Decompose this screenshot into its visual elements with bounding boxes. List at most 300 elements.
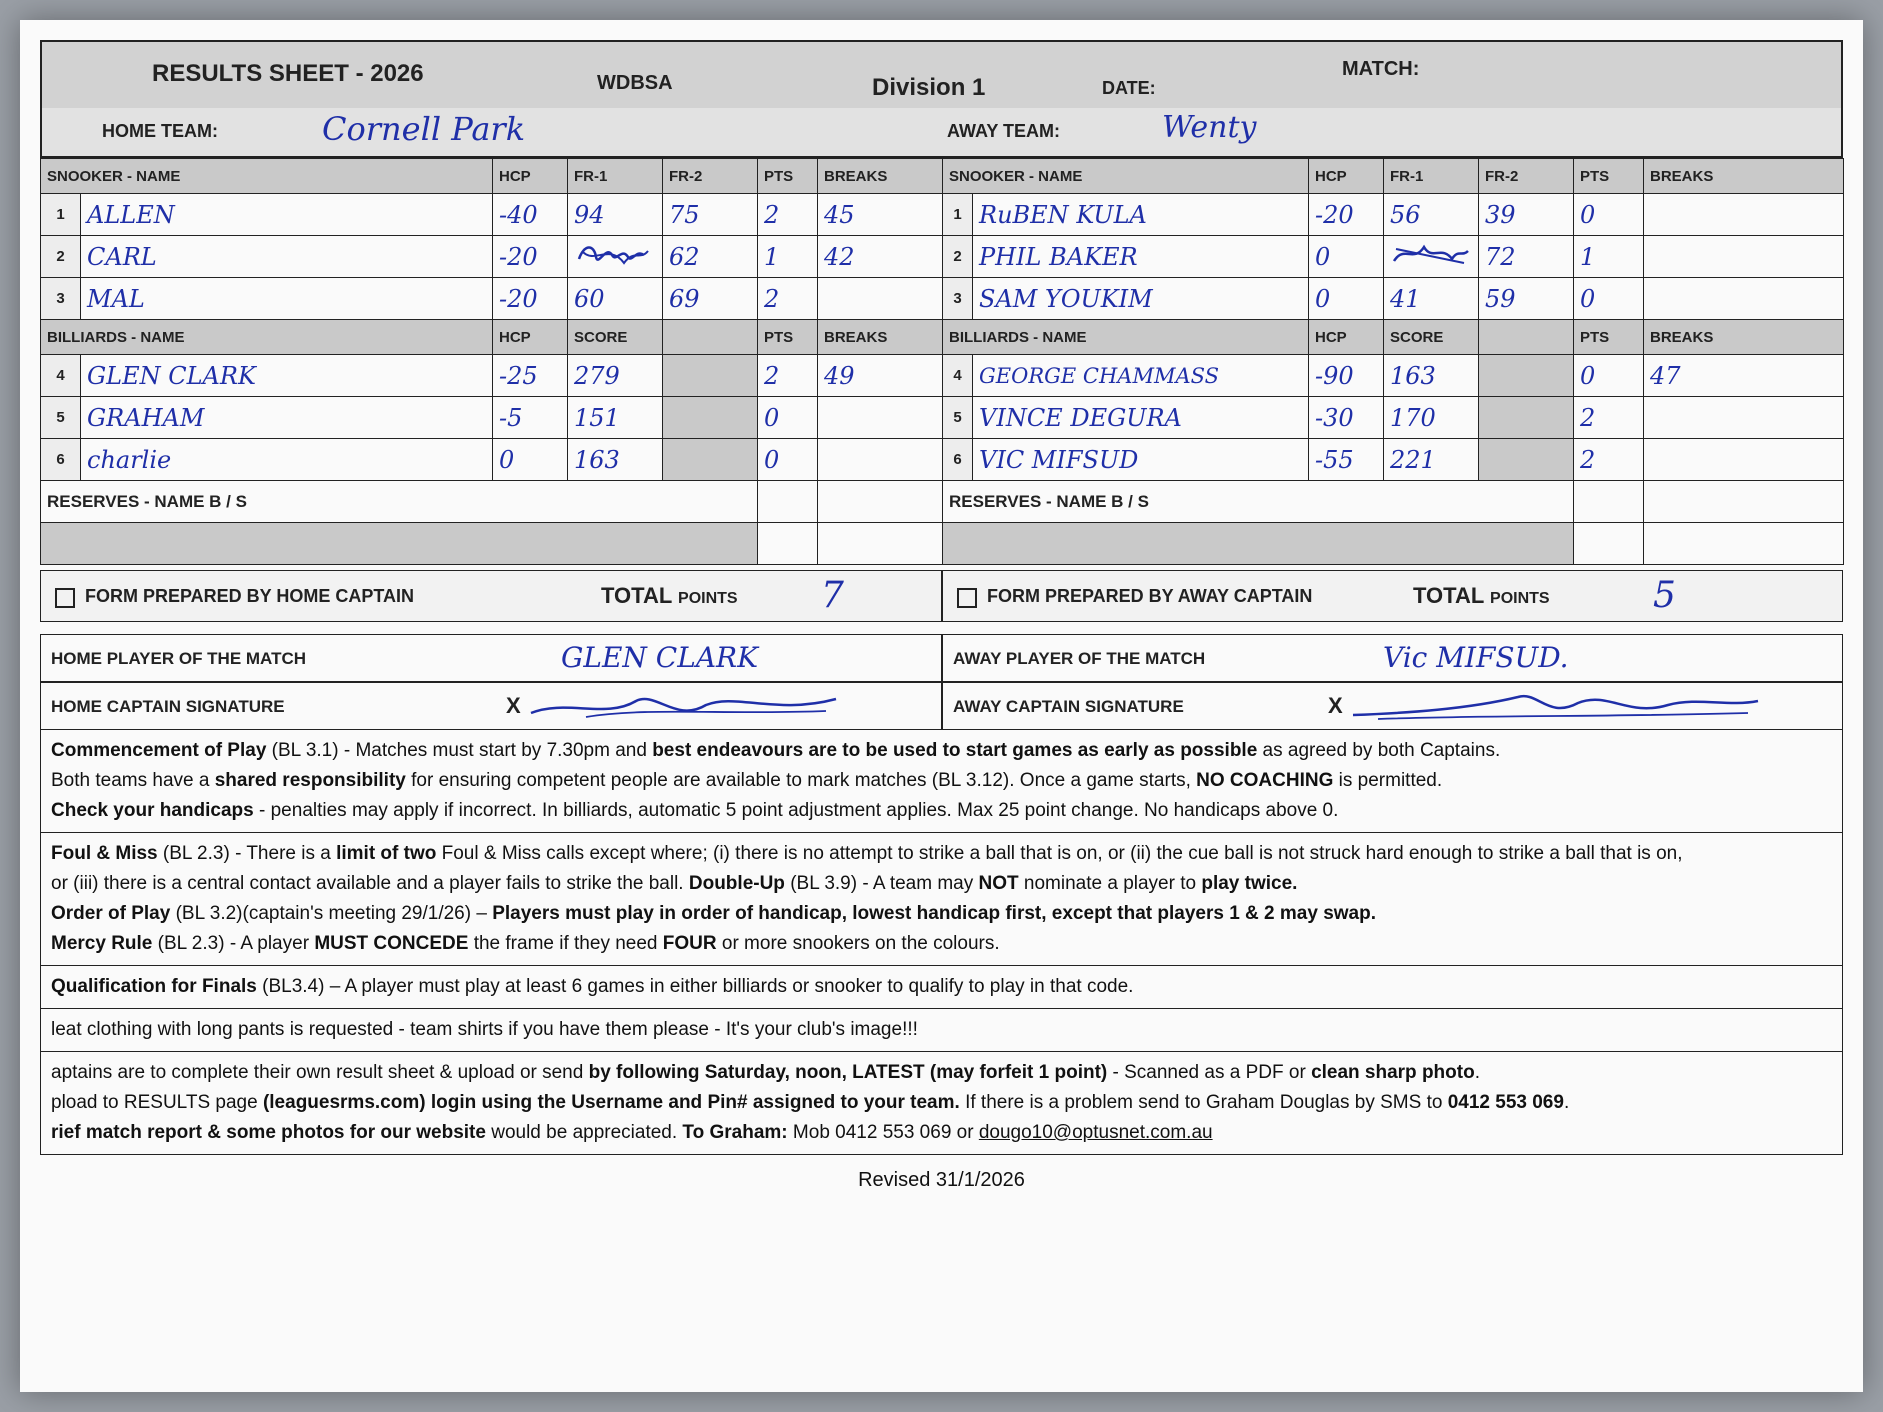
home-col-score: SCORE [568,320,663,355]
hcp-cell[interactable] [1309,355,1384,397]
hcp-cell[interactable] [493,439,568,481]
sheet-content [40,40,1843,1372]
away-reserves-row [943,481,1844,523]
row-number: 6 [943,439,973,481]
away-player-of-match-row [942,634,1843,682]
score-cell[interactable] [568,439,663,481]
rule-emphasis: MUST CONCEDE [314,933,469,954]
player-name-value: PHIL BAKER [979,242,1138,271]
away-col-fr1: FR-1 [1384,159,1479,194]
away-player-of-match-value[interactable]: Vic MIFSUD. [1383,641,1569,674]
fr2-value: 69 [669,284,700,313]
rule-text: - penalties may apply if incorrect. In billiards, automatic 5 point adjustment applies. Max 25 point change. No handicaps above 0. [253,800,1339,821]
row-number: 5 [943,397,973,439]
hcp-cell[interactable] [1309,397,1384,439]
home-col-hcp: HCP [493,320,568,355]
away-captain-signature[interactable] [1348,689,1768,725]
score-value: 151 [574,403,620,432]
rule-title: Order of Play [51,903,171,924]
player-name-value: RuBEN KULA [979,200,1147,229]
match-label: MATCH: [1342,58,1420,80]
association-name: WDBSA [597,72,673,94]
rule-emphasis: shared responsibility [214,770,406,791]
home-col-hcp: HCP [493,159,568,194]
hcp-cell[interactable] [493,355,568,397]
home-total-points-value[interactable]: 7 [821,575,844,616]
rule-emphasis: Players must play in order of handicap, lowest handicap first, except that players 1 & 2 may swap. [492,903,1377,924]
rule-text: (BL 3.9) - A team may [784,873,979,894]
pts-cell[interactable] [758,355,818,397]
hcp-value: -20 [499,284,538,313]
pts-value: 0 [1580,361,1596,390]
fr1-cell[interactable] [1384,194,1479,236]
home-team-name: Cornell Park [322,110,526,148]
player-name-value: VINCE DEGURA [979,403,1182,432]
breaks-cell[interactable] [818,194,943,236]
player-name-value: MAL [87,284,145,313]
scribble-mark [1390,239,1470,269]
player-name-value: GRAHAM [87,403,205,432]
breaks-cell[interactable] [1644,439,1844,481]
hcp-value: -25 [499,361,538,390]
date-label: DATE: [1102,78,1156,98]
rule-emphasis: play twice. [1201,873,1298,894]
hcp-value: 0 [1315,242,1331,271]
rule-title: Commencement of Play [51,740,267,761]
home-reserves-label: RESERVES - NAME B / S [41,481,758,523]
away-reserves-row-2 [943,523,1844,565]
rule-emphasis: NO COACHING [1196,770,1334,791]
rule-emphasis: FOUR [662,933,717,954]
home-reserves-row-2 [41,523,943,565]
rule-text: (BL 3.2)(captain's meeting 29/1/26) – [170,903,493,924]
breaks-value: 42 [824,242,855,271]
breaks-cell[interactable] [1644,194,1844,236]
reserve-name-cell[interactable] [943,523,1574,565]
away-snooker-heading: SNOOKER - NAME [943,159,1309,194]
away-snooker-header [943,159,1844,194]
home-signature-x: X [506,693,521,718]
table-row [943,355,1844,397]
home-form-prepared-label: FORM PREPARED BY HOME CAPTAIN [85,586,415,606]
pts-cell[interactable] [1574,278,1644,320]
rule-text: the frame if they need [468,933,663,954]
fr1-value: 60 [574,284,605,313]
pts-value: 2 [1580,403,1596,432]
away-total-points-value[interactable]: 5 [1653,575,1676,616]
away-signature-x: X [1328,693,1343,718]
rule-clothing: leat clothing with long pants is requested - team shirts if you have them please - It's your club's image!!! [51,1019,918,1040]
sheet-title: RESULTS SHEET - 2026 [152,60,424,87]
hcp-cell[interactable] [1309,236,1384,278]
breaks-cell[interactable] [818,355,943,397]
away-team-name: Wenty [1162,110,1257,145]
fr1-cell[interactable] [1384,236,1479,278]
rule-title: Check your handicaps [51,800,254,821]
player-name[interactable] [81,355,493,397]
rule-handicaps [51,796,1832,826]
player-name[interactable] [81,194,493,236]
fr2-cell[interactable] [1479,236,1574,278]
player-name[interactable] [973,355,1309,397]
blank-cell [663,439,758,481]
home-billiards-header [41,320,943,355]
rule-text: would be appreciated. [485,1122,683,1143]
reserve-breaks-cell[interactable] [1644,523,1844,565]
row-number: 1 [41,194,81,236]
rule-qualification [51,972,1832,1002]
away-captain-signature-row [942,682,1843,730]
fr2-cell[interactable] [663,194,758,236]
reserve-pts-cell[interactable] [1574,481,1644,523]
rule-text: pload to RESULTS page [51,1092,263,1113]
hcp-value: -20 [1315,200,1354,229]
score-cell[interactable] [1384,397,1479,439]
rule-text: aptains are to complete their own result sheet & upload or send [51,1062,589,1083]
pts-cell[interactable] [1574,439,1644,481]
breaks-cell[interactable] [818,236,943,278]
score-value: 279 [574,361,620,390]
email-link[interactable]: dougo10@optusnet.com.au [978,1122,1213,1143]
player-name[interactable] [81,278,493,320]
player-name-value: CARL [87,242,157,271]
rule-text: If there is a problem send to Graham Douglas by SMS to [959,1092,1448,1113]
home-snooker-header [41,159,943,194]
fr1-value: 56 [1390,200,1421,229]
rules-block-clothing [40,1009,1843,1052]
away-col-fr2: FR-2 [1479,159,1574,194]
away-form-checkbox[interactable] [957,588,977,608]
pts-value: 0 [1580,200,1596,229]
player-name-value: charlie [87,445,172,474]
rule-responsibility [51,766,1832,796]
home-col-blank [663,320,758,355]
reserve-breaks-cell[interactable] [1644,481,1844,523]
rule-commencement [51,736,1832,766]
fr2-value: 62 [669,242,700,271]
reserve-pts-cell[interactable] [758,523,818,565]
pts-cell[interactable] [758,236,818,278]
reserve-breaks-cell[interactable] [818,481,943,523]
row-number: 4 [943,355,973,397]
table-row [41,278,943,320]
player-name[interactable] [81,397,493,439]
rule-text: Mob 0412 553 069 or [787,1122,979,1143]
row-number: 4 [41,355,81,397]
pts-cell[interactable] [758,278,818,320]
table-row [41,439,943,481]
hcp-cell[interactable] [493,278,568,320]
away-billiards-heading: BILLIARDS - NAME [943,320,1309,355]
away-col-hcp: HCP [1309,159,1384,194]
blank-cell [663,397,758,439]
player-name[interactable] [81,236,493,278]
score-value: 163 [574,445,620,474]
row-number: 5 [41,397,81,439]
rules-block-finals [40,966,1843,1009]
hcp-cell[interactable] [493,194,568,236]
home-team-label: HOME TEAM: [102,121,218,141]
pts-value: 2 [764,200,780,229]
rule-report [51,1118,1832,1148]
away-billiards-header [943,320,1844,355]
away-col-breaks: BREAKS [1644,159,1844,194]
breaks-cell[interactable] [818,439,943,481]
pts-value: 2 [1580,445,1596,474]
fr2-value: 39 [1485,200,1516,229]
teams-row [40,108,1843,158]
reserve-pts-cell[interactable] [758,481,818,523]
points-label: POINTS [678,590,738,607]
fr1-value: 94 [574,200,605,229]
pts-value: 0 [764,403,780,432]
rule-title: Mercy Rule [51,933,153,954]
rule-text: (BL 3.1) - Matches must start by 7.30pm and [266,740,653,761]
rule-emphasis: (leaguesrms.com) login using the Username and Pin# assigned to your team. [262,1092,960,1113]
hcp-cell[interactable] [1309,194,1384,236]
row-number: 3 [943,278,973,320]
home-total-points-label [601,583,738,609]
fr2-cell[interactable] [663,236,758,278]
home-col-pts: PTS [758,159,818,194]
score-value: 170 [1390,403,1436,432]
rule-emphasis: clean sharp photo [1311,1062,1475,1083]
pts-cell[interactable] [758,397,818,439]
rule-text: (BL 2.3) - A player [152,933,315,954]
rule-text: as agreed by both Captains. [1257,740,1501,761]
away-col-breaks: BREAKS [1644,320,1844,355]
away-total-points-label [1413,583,1550,609]
fr2-value: 75 [669,200,700,229]
total-label: TOTAL [1413,583,1484,608]
breaks-cell[interactable] [818,397,943,439]
fr1-cell[interactable] [568,278,663,320]
rule-title: Foul & Miss [51,843,158,864]
away-results-table [942,158,1844,565]
rule-emphasis: To Graham: [682,1122,788,1143]
away-player-of-match-label: AWAY PLAYER OF THE MATCH [953,649,1206,668]
player-name-value: GLEN CLARK [87,361,256,390]
fr1-value: 41 [1390,284,1421,313]
breaks-cell[interactable] [1644,355,1844,397]
pts-value: 2 [764,284,780,313]
rule-text: Both teams have a [51,770,215,791]
pts-value: 2 [764,361,780,390]
pts-value: 1 [764,242,780,271]
home-captain-signature[interactable] [526,689,846,725]
hcp-cell[interactable] [1309,278,1384,320]
rule-text: - Scanned as a PDF or [1107,1062,1312,1083]
player-name[interactable] [973,278,1309,320]
score-value: 163 [1390,361,1436,390]
fr1-cell[interactable] [568,194,663,236]
home-col-pts: PTS [758,320,818,355]
away-col-pts: PTS [1574,320,1644,355]
hcp-value: -40 [499,200,538,229]
rule-text: nominate a player to [1018,873,1202,894]
row-number: 2 [41,236,81,278]
rule-text: . [1563,1092,1570,1113]
score-cell[interactable] [568,397,663,439]
pts-cell[interactable] [1574,355,1644,397]
hcp-value: 0 [1315,284,1331,313]
pts-value: 0 [1580,284,1596,313]
rule-text: is permitted. [1333,770,1443,791]
revised-date: Revised 31/1/2026 [858,1169,1025,1191]
rule-emphasis: rief match report & some photos for our website [51,1122,486,1143]
points-label: POINTS [1490,590,1550,607]
pts-cell[interactable] [1574,194,1644,236]
score-cell[interactable] [568,355,663,397]
home-form-checkbox[interactable] [55,588,75,608]
row-number: 3 [41,278,81,320]
player-name[interactable] [81,439,493,481]
row-number: 6 [41,439,81,481]
fr2-value: 72 [1485,242,1516,271]
away-team-label: AWAY TEAM: [947,121,1061,141]
player-name[interactable] [973,397,1309,439]
home-total-row [40,570,942,622]
rule-mercy [51,929,1832,959]
home-reserves-row [41,481,943,523]
home-col-fr2: FR-2 [663,159,758,194]
rule-title: Qualification for Finals [51,976,257,997]
blank-cell [1479,355,1574,397]
breaks-cell[interactable] [1644,278,1844,320]
rule-foul-miss [51,839,1832,869]
blank-cell [1479,397,1574,439]
home-billiards-heading: BILLIARDS - NAME [41,320,493,355]
hcp-value: -55 [1315,445,1354,474]
breaks-cell[interactable] [1644,397,1844,439]
rule-double-up [51,869,1832,899]
away-reserves-label: RESERVES - NAME B / S [943,481,1574,523]
hcp-cell[interactable] [1309,439,1384,481]
row-number: 1 [943,194,973,236]
results-sheet [20,20,1863,1392]
pts-cell[interactable] [1574,236,1644,278]
rule-text: (BL3.4) – A player must play at least 6 games in either billiards or snooker to qualify to play in that code. [256,976,1134,997]
hcp-value: -5 [499,403,523,432]
pts-value: 0 [764,445,780,474]
player-name[interactable] [973,236,1309,278]
player-name-value: ALLEN [87,200,175,229]
table-row [943,194,1844,236]
home-player-of-match-label: HOME PLAYER OF THE MATCH [51,649,307,668]
sheet-header [40,40,1843,110]
fr2-cell[interactable] [663,278,758,320]
away-col-score: SCORE [1384,320,1479,355]
player-name[interactable] [973,194,1309,236]
home-col-breaks: BREAKS [818,320,943,355]
rules-block-play [40,833,1843,966]
reserve-name-cell[interactable] [41,523,758,565]
rule-emphasis: limit of two [336,843,437,864]
table-row [943,278,1844,320]
scribble-mark [574,239,654,269]
blank-cell [663,355,758,397]
row-number: 2 [943,236,973,278]
fr1-cell[interactable] [568,236,663,278]
breaks-cell[interactable] [1644,236,1844,278]
rules-block-submission [40,1052,1843,1155]
table-row [41,194,943,236]
rule-upload [51,1088,1832,1118]
score-cell[interactable] [1384,355,1479,397]
breaks-value: 47 [1650,361,1681,390]
score-value: 221 [1390,445,1436,474]
fr1-cell[interactable] [1384,278,1479,320]
hcp-value: -90 [1315,361,1354,390]
rule-order-of-play [51,899,1832,929]
score-cell[interactable] [1384,439,1479,481]
home-captain-signature-label: HOME CAPTAIN SIGNATURE [51,697,285,716]
rule-text: or (iii) there is a central contact available and a player fails to strike the ball. [51,873,689,894]
rules-section [40,730,1843,1192]
rule-emphasis: by following Saturday, noon, LATEST (may forfeit 1 point) [588,1062,1108,1083]
fr2-value: 59 [1485,284,1516,313]
table-row [943,439,1844,481]
player-name-value: SAM YOUKIM [979,284,1153,313]
rule-text: . [1474,1062,1480,1083]
pts-cell[interactable] [758,194,818,236]
home-player-of-match-value[interactable]: GLEN CLARK [561,641,759,674]
breaks-value: 49 [824,361,855,390]
hcp-value: 0 [499,445,515,474]
home-player-of-match-row [40,634,942,682]
pts-value: 1 [1580,242,1596,271]
reserve-breaks-cell[interactable] [818,523,943,565]
breaks-cell[interactable] [818,278,943,320]
table-row [943,236,1844,278]
rule-emphasis: best endeavours are to be used to start games as early as possible [652,740,1258,761]
away-captain-signature-label: AWAY CAPTAIN SIGNATURE [953,697,1184,716]
rule-submission [51,1058,1832,1088]
rule-emphasis: Double-Up [688,873,785,894]
rule-emphasis: NOT [978,873,1019,894]
pts-cell[interactable] [1574,397,1644,439]
home-snooker-heading: SNOOKER - NAME [41,159,493,194]
away-total-row [942,570,1843,622]
fr2-cell[interactable] [1479,194,1574,236]
breaks-value: 45 [824,200,855,229]
home-results-table [40,158,943,565]
blank-cell [1479,439,1574,481]
fr2-cell[interactable] [1479,278,1574,320]
reserve-pts-cell[interactable] [1574,523,1644,565]
rule-text: for ensuring competent people are available to mark matches (BL 3.12). Once a game starts, [405,770,1197,791]
hcp-cell[interactable] [493,236,568,278]
player-name-value: VIC MIFSUD [979,445,1139,474]
hcp-value: -30 [1315,403,1354,432]
home-col-fr1: FR-1 [568,159,663,194]
home-col-breaks: BREAKS [818,159,943,194]
table-row [41,236,943,278]
pts-cell[interactable] [758,439,818,481]
player-name[interactable] [973,439,1309,481]
rule-text: or more snookers on the colours. [716,933,1000,954]
table-row [943,397,1844,439]
hcp-cell[interactable] [493,397,568,439]
away-col-pts: PTS [1574,159,1644,194]
away-col-blank [1479,320,1574,355]
total-label: TOTAL [601,583,672,608]
home-captain-signature-row [40,682,942,730]
table-row [41,355,943,397]
division-label: Division 1 [872,74,986,101]
rule-emphasis: 0412 553 069 [1447,1092,1564,1113]
away-form-prepared-label: FORM PREPARED BY AWAY CAPTAIN [987,586,1313,606]
